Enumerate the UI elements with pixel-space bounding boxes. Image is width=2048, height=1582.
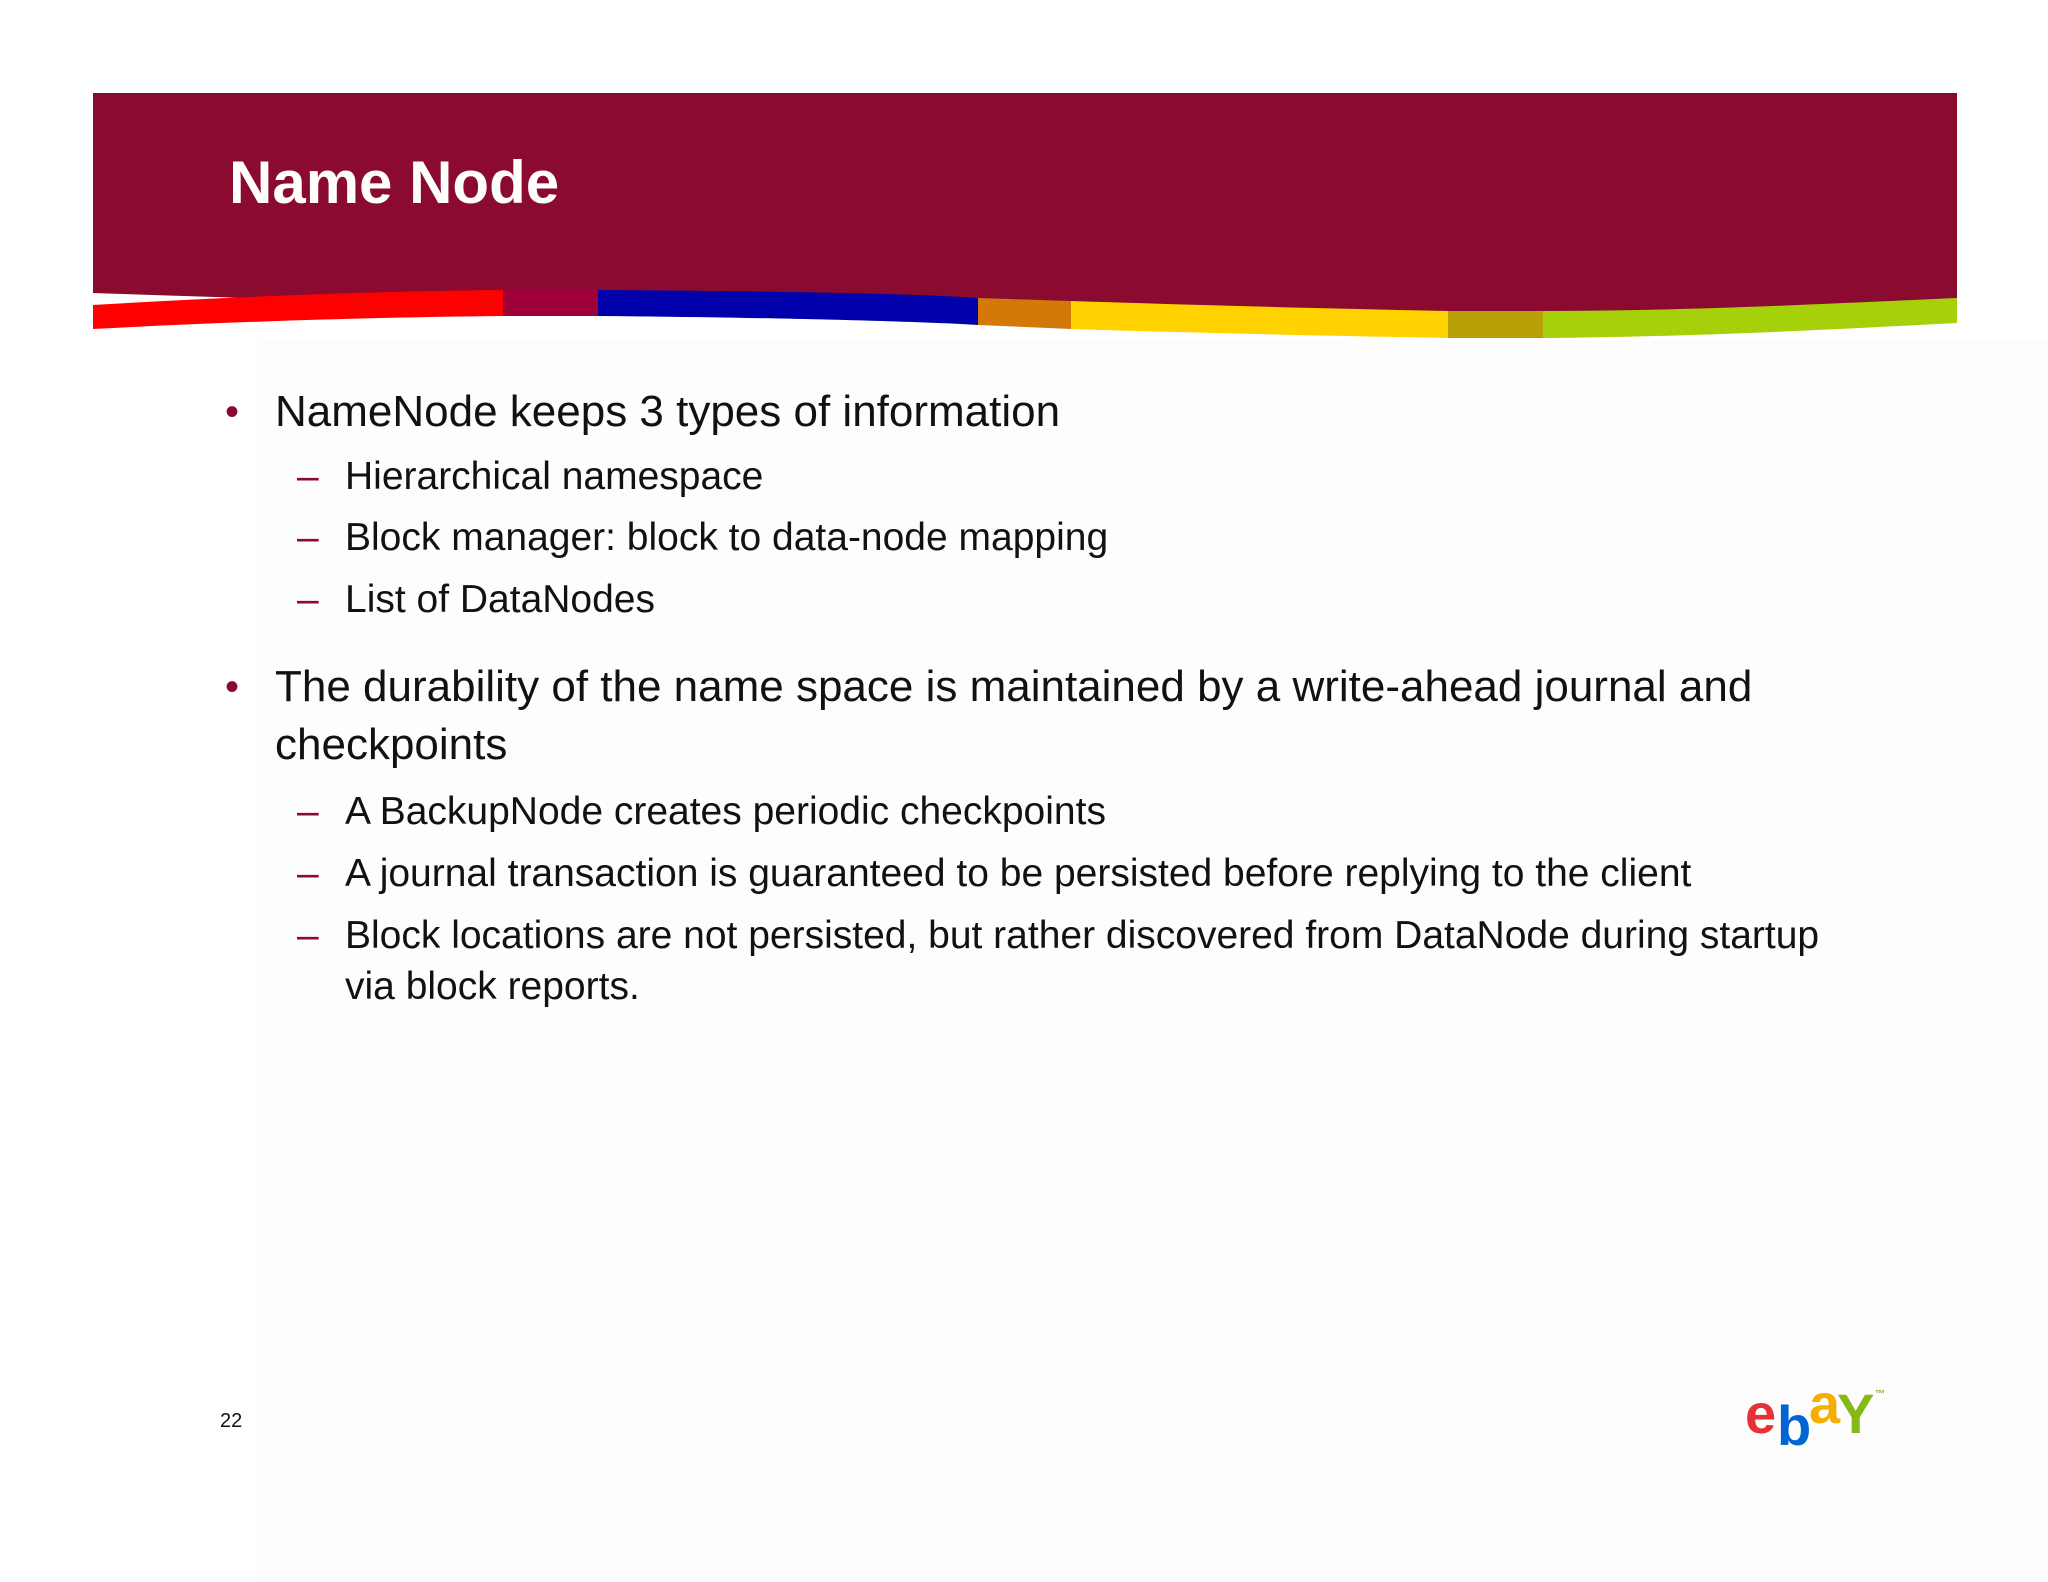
dash-icon: –	[297, 578, 319, 621]
stripe-orange	[978, 298, 1071, 329]
title-banner-graphic	[93, 93, 1957, 343]
sub-item	[297, 574, 1845, 625]
bullet-dot-icon: •	[225, 390, 240, 434]
page-number: 22	[220, 1410, 243, 1432]
sub-item	[297, 848, 1845, 899]
stripe-crimson	[503, 290, 598, 316]
title-banner	[93, 93, 1957, 343]
bullet-item	[225, 383, 1895, 441]
stripe-red	[93, 290, 503, 329]
sub-item-text: A journal transaction is guaranteed to be persisted before replying to the client	[345, 852, 1692, 895]
sub-item-text: A BackupNode creates periodic checkpoints	[345, 790, 1106, 833]
bullet-item	[225, 658, 1895, 774]
sub-item	[297, 786, 1845, 837]
dash-icon: –	[297, 455, 319, 498]
logo-letter-b: b	[1777, 1394, 1812, 1457]
bullet-text: NameNode keeps 3 types of information	[275, 387, 1061, 436]
sub-item-text: Block locations are not persisted, but rather discovered from DataNode during startup via block reports.	[345, 914, 1820, 1008]
sub-item-text: Block manager: block to data-node mapping	[345, 516, 1109, 559]
logo-trademark: ™	[1875, 1389, 1885, 1400]
bullet-dot-icon: •	[225, 665, 240, 709]
dash-icon: –	[297, 516, 319, 559]
logo-letter-e: e	[1745, 1382, 1773, 1445]
slide-title: Name Node	[229, 149, 560, 216]
bullet-text: The durability of the name space is maintained by a write-ahead journal and checkpoints	[275, 662, 1753, 769]
dash-icon: –	[297, 790, 319, 833]
sub-item	[297, 910, 1845, 1012]
sub-item	[297, 512, 1845, 563]
dash-icon: –	[297, 852, 319, 895]
stripe-blue	[598, 290, 978, 325]
logo-letter-y: Y	[1837, 1382, 1875, 1445]
stripe-olive	[1448, 311, 1543, 338]
sub-item-text: List of DataNodes	[345, 578, 656, 621]
logo-letter-a: a	[1809, 1372, 1841, 1435]
dash-icon: –	[297, 914, 319, 957]
sub-item-text: Hierarchical namespace	[345, 455, 764, 498]
sub-item	[297, 451, 1845, 502]
ebay-logo	[1745, 1372, 1885, 1457]
ebay-logo-icon	[1745, 1372, 1885, 1457]
